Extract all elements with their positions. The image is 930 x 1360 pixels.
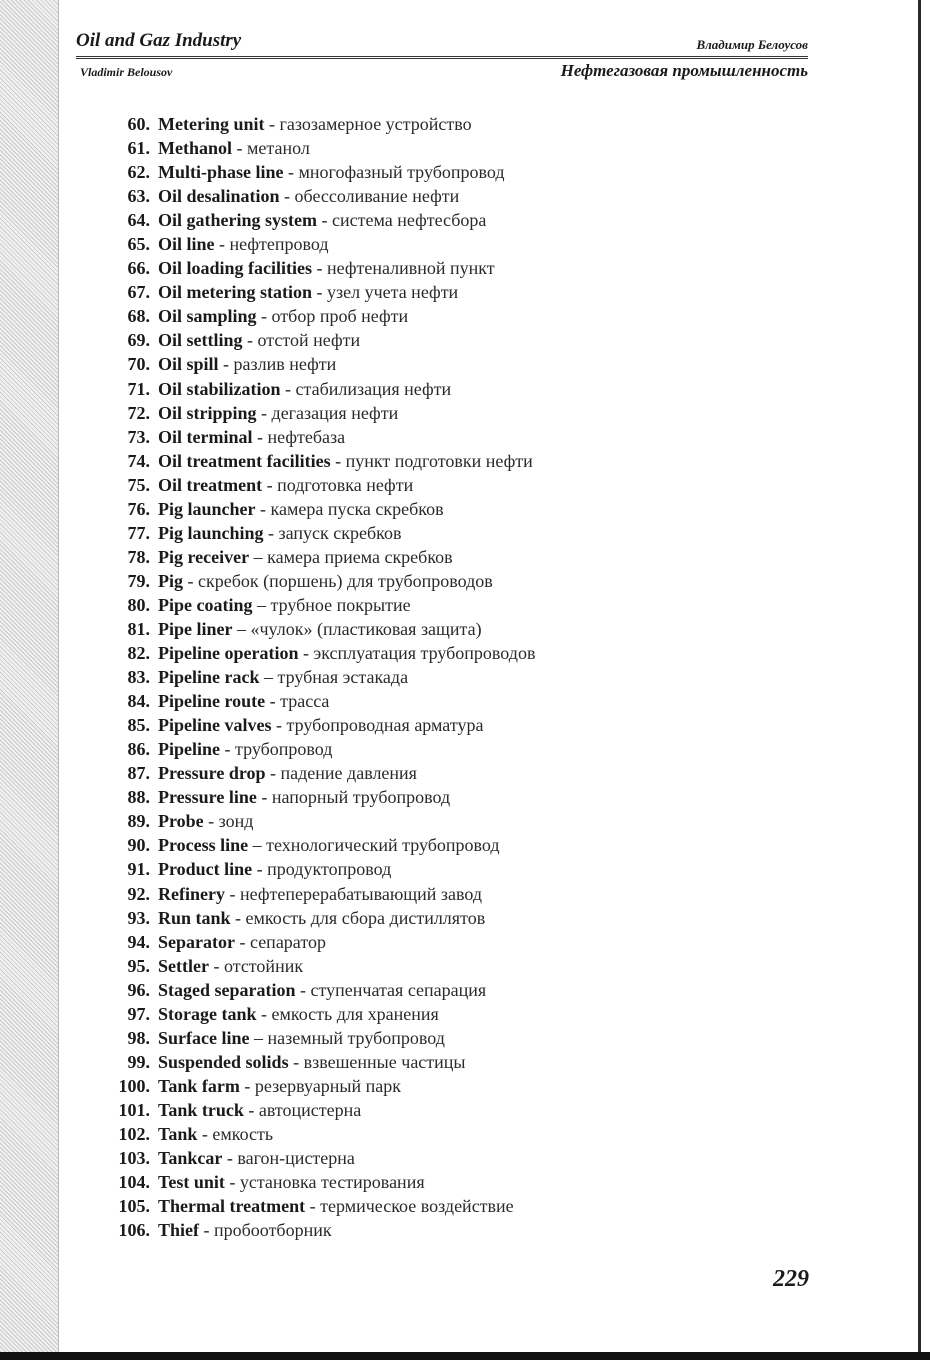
entry-term: Multi-phase line [158, 162, 284, 183]
running-author-en: Vladimir Belousov [80, 65, 173, 79]
entry-term: Product line [158, 859, 253, 880]
entry-separator: - [268, 114, 275, 134]
entry-translation: разлив нефти [233, 354, 337, 375]
entry-term: Suspended solids [158, 1051, 289, 1072]
entry-separator: - [261, 402, 268, 423]
entry-term: Separator [158, 931, 235, 952]
glossary-entry [100, 857, 535, 881]
glossary-entry [100, 569, 535, 593]
entry-number: 103. [118, 1148, 150, 1169]
glossary-entry [100, 208, 535, 232]
entry-separator: - [293, 1051, 300, 1072]
entry-separator: – [257, 594, 266, 615]
entry-translation: падение давления [280, 763, 417, 784]
scan-gutter [0, 0, 58, 1360]
entry-number: 77. [127, 522, 150, 543]
entry-term: Refinery [158, 883, 225, 904]
entry-separator: – [237, 618, 246, 639]
entry-term: Pig [158, 570, 183, 591]
glossary-entry [100, 1146, 535, 1170]
entry-term: Tank farm [158, 1075, 240, 1096]
entry-translation: стабилизация нефти [295, 378, 452, 399]
entry-term: Oil stripping [158, 402, 257, 423]
entry-number: 81. [127, 618, 150, 639]
entry-separator: - [244, 1075, 251, 1096]
entry-translation: автоцистерна [258, 1099, 362, 1120]
entry-translation: резервуарный парк [254, 1075, 402, 1096]
entry-separator: - [285, 378, 292, 399]
entry-number: 60. [127, 114, 150, 134]
entry-number: 66. [127, 258, 150, 279]
entry-separator: – [252, 835, 262, 856]
glossary-entry [100, 1026, 535, 1050]
entry-separator: - [201, 1123, 208, 1144]
entry-term: Methanol [158, 138, 232, 159]
entry-term: Surface line [158, 1027, 250, 1048]
entry-number: 98. [127, 1027, 150, 1048]
glossary-entry [100, 665, 535, 689]
entry-translation: трубопроводная арматура [286, 715, 484, 736]
entry-translation: нефтебаза [267, 426, 346, 447]
entry-term: Oil sampling [158, 306, 257, 327]
entry-number: 97. [127, 1003, 150, 1024]
running-title-ru: Нефтегазовая промышленность [560, 61, 808, 80]
entry-separator: - [261, 306, 268, 327]
entry-number: 76. [127, 498, 150, 519]
glossary-entry [100, 737, 535, 761]
glossary-entry [100, 449, 535, 473]
entry-translation: трасса [280, 691, 330, 712]
glossary-entry [100, 593, 535, 617]
entry-term: Oil treatment [158, 474, 263, 495]
entry-term: Run tank [158, 907, 231, 928]
entry-term: Pipeline route [158, 691, 266, 712]
entry-term: Oil metering station [158, 282, 312, 303]
glossary-entry [100, 184, 535, 208]
entry-separator: - [256, 426, 263, 447]
entry-separator: - [316, 258, 323, 279]
running-author-ru: Владимир Белоусов [696, 37, 808, 52]
entry-separator: – [264, 667, 273, 688]
entry-separator: - [219, 234, 226, 255]
entry-number: 89. [127, 811, 150, 832]
entry-term: Thermal treatment [158, 1196, 306, 1217]
entry-number: 85. [127, 715, 150, 736]
entry-number: 80. [127, 594, 150, 615]
entry-translation: вагон-цистерна [237, 1148, 355, 1169]
entry-term: Pressure line [158, 787, 257, 808]
entry-separator: - [224, 739, 231, 760]
glossary-entry [100, 1170, 535, 1194]
entry-separator: - [300, 979, 307, 1000]
entry-translation: дегазация нефти [271, 402, 399, 423]
entry-term: Settler [158, 955, 209, 976]
glossary-entry [100, 785, 535, 809]
entry-number: 83. [127, 667, 150, 688]
entry-translation: подготовка нефти [277, 474, 414, 495]
entry-number: 71. [127, 378, 150, 399]
entry-number: 99. [127, 1051, 150, 1072]
entry-translation: трубное покрытие [270, 594, 411, 615]
entry-term: Pipe liner [158, 618, 233, 639]
glossary-entry [100, 160, 535, 184]
entry-translation: продуктопровод [267, 859, 392, 880]
entry-number: 88. [127, 787, 150, 808]
entry-term: Pipe coating [158, 594, 253, 615]
entry-number: 91. [127, 859, 150, 880]
entry-separator: - [270, 763, 277, 784]
glossary-entry [100, 112, 535, 136]
entry-translation: взвешенные частицы [303, 1051, 466, 1072]
entry-number: 68. [127, 306, 150, 327]
entry-number: 92. [127, 883, 150, 904]
entry-separator: - [208, 811, 215, 832]
entry-number: 75. [127, 474, 150, 495]
entry-translation: запуск скребков [278, 522, 402, 543]
entry-translation: трубная эстакада [277, 667, 409, 688]
entry-translation: система нефтесбора [332, 210, 487, 231]
entry-term: Oil loading facilities [158, 258, 313, 279]
entry-translation: пункт подготовки нефти [345, 450, 533, 471]
entry-term: Oil stabilization [158, 378, 281, 399]
glossary-entry [100, 1194, 535, 1218]
entry-separator: - [268, 522, 275, 543]
entry-separator: - [266, 474, 273, 495]
entry-translation: камера пуска скребков [270, 498, 444, 519]
entry-number: 70. [127, 354, 150, 375]
entry-separator: - [226, 1148, 233, 1169]
entry-translation: нефтеперерабатывающий завод [239, 883, 483, 904]
entry-term: Thief [158, 1220, 200, 1241]
entry-translation: сепаратор [249, 931, 326, 952]
entry-translation: отбор проб нефти [271, 306, 409, 327]
entry-number: 67. [127, 282, 150, 303]
entry-term: Staged separation [158, 979, 296, 1000]
entry-separator: – [253, 546, 263, 567]
entry-number: 72. [127, 402, 150, 423]
entry-separator: - [203, 1220, 210, 1241]
glossary-entry [100, 882, 535, 906]
entry-separator: - [261, 787, 268, 808]
entry-term: Pressure drop [158, 763, 266, 784]
glossary-entry [100, 833, 535, 857]
entry-separator: - [288, 162, 295, 183]
glossary-entry [100, 1074, 535, 1098]
entry-number: 104. [118, 1172, 150, 1193]
entry-translation: напорный трубопровод [271, 787, 451, 808]
entry-translation: эксплуатация трубопроводов [313, 643, 536, 664]
entry-term: Pipeline rack [158, 667, 260, 688]
entry-separator: - [187, 570, 194, 591]
entry-term: Pig launching [158, 522, 264, 543]
entry-translation: «чулок» (пластиковая защита) [250, 618, 482, 639]
glossary-entry [100, 1050, 535, 1074]
entry-number: 102. [118, 1123, 150, 1144]
running-title-en: Oil and Gaz Industry [76, 30, 242, 51]
entry-number: 62. [127, 162, 150, 183]
glossary-entry [100, 713, 535, 737]
entry-number: 105. [118, 1196, 150, 1217]
glossary-entry [100, 641, 535, 665]
entry-term: Tank truck [158, 1099, 244, 1120]
entry-separator: - [247, 330, 253, 351]
entry-number: 94. [127, 931, 150, 952]
entry-translation: трубопровод [235, 739, 333, 760]
entry-translation: отстойник [223, 955, 304, 976]
entry-number: 93. [127, 907, 150, 928]
entry-separator: - [256, 859, 263, 880]
entry-translation: наземный трубопровод [267, 1027, 445, 1048]
entry-term: Metering unit [158, 114, 265, 134]
entry-number: 84. [127, 691, 150, 712]
glossary-entry [100, 328, 535, 352]
entry-separator: – [254, 1027, 263, 1048]
entry-term: Pig receiver [158, 546, 250, 567]
glossary-entry [100, 473, 535, 497]
entry-term: Pipeline valves [158, 715, 272, 736]
entry-translation: ступенчатая сепарация [310, 979, 487, 1000]
entry-separator: - [248, 1099, 255, 1120]
glossary-entry [100, 425, 535, 449]
entry-number: 87. [127, 763, 150, 784]
entry-number: 65. [127, 234, 150, 255]
entry-translation: емкость для хранения [271, 1003, 439, 1024]
entry-separator: - [335, 450, 342, 471]
glossary-list [100, 112, 535, 1242]
glossary-entry [100, 809, 535, 833]
entry-number: 96. [127, 979, 150, 1000]
entry-number: 106. [118, 1220, 150, 1241]
entry-translation: емкость [212, 1123, 274, 1144]
entry-term: Oil desalination [158, 186, 280, 207]
entry-number: 101. [118, 1099, 150, 1120]
entry-separator: - [223, 354, 230, 375]
entry-number: 86. [127, 739, 150, 760]
entry-number: 100. [118, 1075, 150, 1096]
glossary-entry [100, 352, 535, 376]
header-rule-top [76, 56, 808, 57]
entry-translation: камера приема скребков [267, 546, 453, 567]
entry-number: 79. [127, 570, 150, 591]
glossary-entry [100, 1098, 535, 1122]
entry-number: 90. [127, 835, 150, 856]
glossary-entry [100, 401, 535, 425]
entry-number: 73. [127, 426, 150, 447]
entry-term: Probe [158, 811, 204, 832]
entry-separator: - [213, 955, 220, 976]
entry-number: 63. [127, 186, 150, 207]
entry-translation: технологический трубопровод [266, 835, 500, 856]
glossary-entry [100, 689, 535, 713]
header-rule-bottom [76, 58, 808, 59]
entry-separator: - [260, 498, 266, 519]
glossary-entry [100, 280, 535, 304]
entry-number: 61. [127, 138, 150, 159]
entry-term: Pipeline operation [158, 643, 299, 664]
entry-translation: зонд [218, 811, 254, 832]
entry-separator: - [269, 691, 276, 712]
glossary-entry [100, 978, 535, 1002]
entry-number: 64. [127, 210, 150, 231]
entry-term: Tank [158, 1123, 198, 1144]
entry-term: Pig launcher [158, 498, 256, 519]
entry-term: Oil settling [158, 330, 243, 351]
glossary-entry [100, 761, 535, 785]
entry-separator: - [229, 1172, 236, 1193]
glossary-entry [100, 497, 535, 521]
entry-number: 95. [127, 955, 150, 976]
page-number: 229 [773, 1266, 809, 1292]
entry-term: Pipeline [158, 739, 220, 760]
entry-number: 74. [127, 450, 150, 471]
entry-translation: нефтепровод [229, 234, 329, 255]
entry-separator: - [284, 186, 291, 207]
glossary-entry [100, 906, 535, 930]
entry-separator: - [236, 138, 243, 159]
glossary-entry [100, 545, 535, 569]
entry-separator: - [309, 1196, 316, 1217]
entry-separator: - [239, 931, 246, 952]
entry-number: 69. [127, 330, 150, 351]
glossary-entry [100, 1218, 535, 1242]
entry-translation: газозамерное устройство [279, 114, 472, 134]
glossary-entry [100, 521, 535, 545]
glossary-entry [100, 1002, 535, 1026]
scan-bottom-border [0, 1352, 930, 1360]
entry-number: 82. [127, 643, 150, 664]
glossary-entry [100, 232, 535, 256]
glossary-entry [100, 136, 535, 160]
entry-translation: обессоливание нефти [294, 186, 460, 207]
entry-term: Storage tank [158, 1003, 257, 1024]
entry-term: Oil gathering system [158, 210, 317, 231]
entry-separator: - [235, 907, 242, 928]
entry-term: Test unit [158, 1172, 225, 1193]
entry-term: Oil terminal [158, 426, 253, 447]
glossary-entry [100, 304, 535, 328]
page-edge-right [918, 0, 921, 1360]
entry-term: Process line [158, 835, 249, 856]
glossary-entry [100, 1122, 535, 1146]
entry-term: Oil line [158, 234, 215, 255]
entry-separator: - [276, 715, 282, 736]
glossary-entry [100, 954, 535, 978]
entry-translation: отстой нефти [257, 330, 361, 351]
page-edge-left [58, 0, 59, 1360]
entry-translation: метанол [247, 138, 310, 159]
entry-term: Oil spill [158, 354, 219, 375]
glossary-entry [100, 256, 535, 280]
entry-separator: - [321, 210, 328, 231]
entry-translation: емкость для сбора дистиллятов [245, 907, 486, 928]
entry-translation: многофазный трубопровод [298, 162, 505, 183]
entry-translation: узел учета нефти [326, 282, 459, 303]
glossary-entry [100, 930, 535, 954]
entry-separator: - [229, 883, 236, 904]
entry-translation: скребок (поршень) для трубопроводов [198, 570, 493, 591]
entry-translation: термическое воздействие [320, 1196, 514, 1217]
entry-number: 78. [127, 546, 150, 567]
entry-separator: - [316, 282, 323, 303]
entry-separator: - [261, 1003, 267, 1024]
entry-translation: пробоотборник [214, 1220, 332, 1241]
glossary-entry [100, 617, 535, 641]
entry-term: Tankcar [158, 1148, 223, 1169]
entry-separator: - [303, 643, 309, 664]
entry-translation: нефтеналивной пункт [327, 258, 495, 279]
glossary-entry [100, 377, 535, 401]
entry-term: Oil treatment facilities [158, 450, 331, 471]
entry-translation: установка тестирования [239, 1172, 425, 1193]
